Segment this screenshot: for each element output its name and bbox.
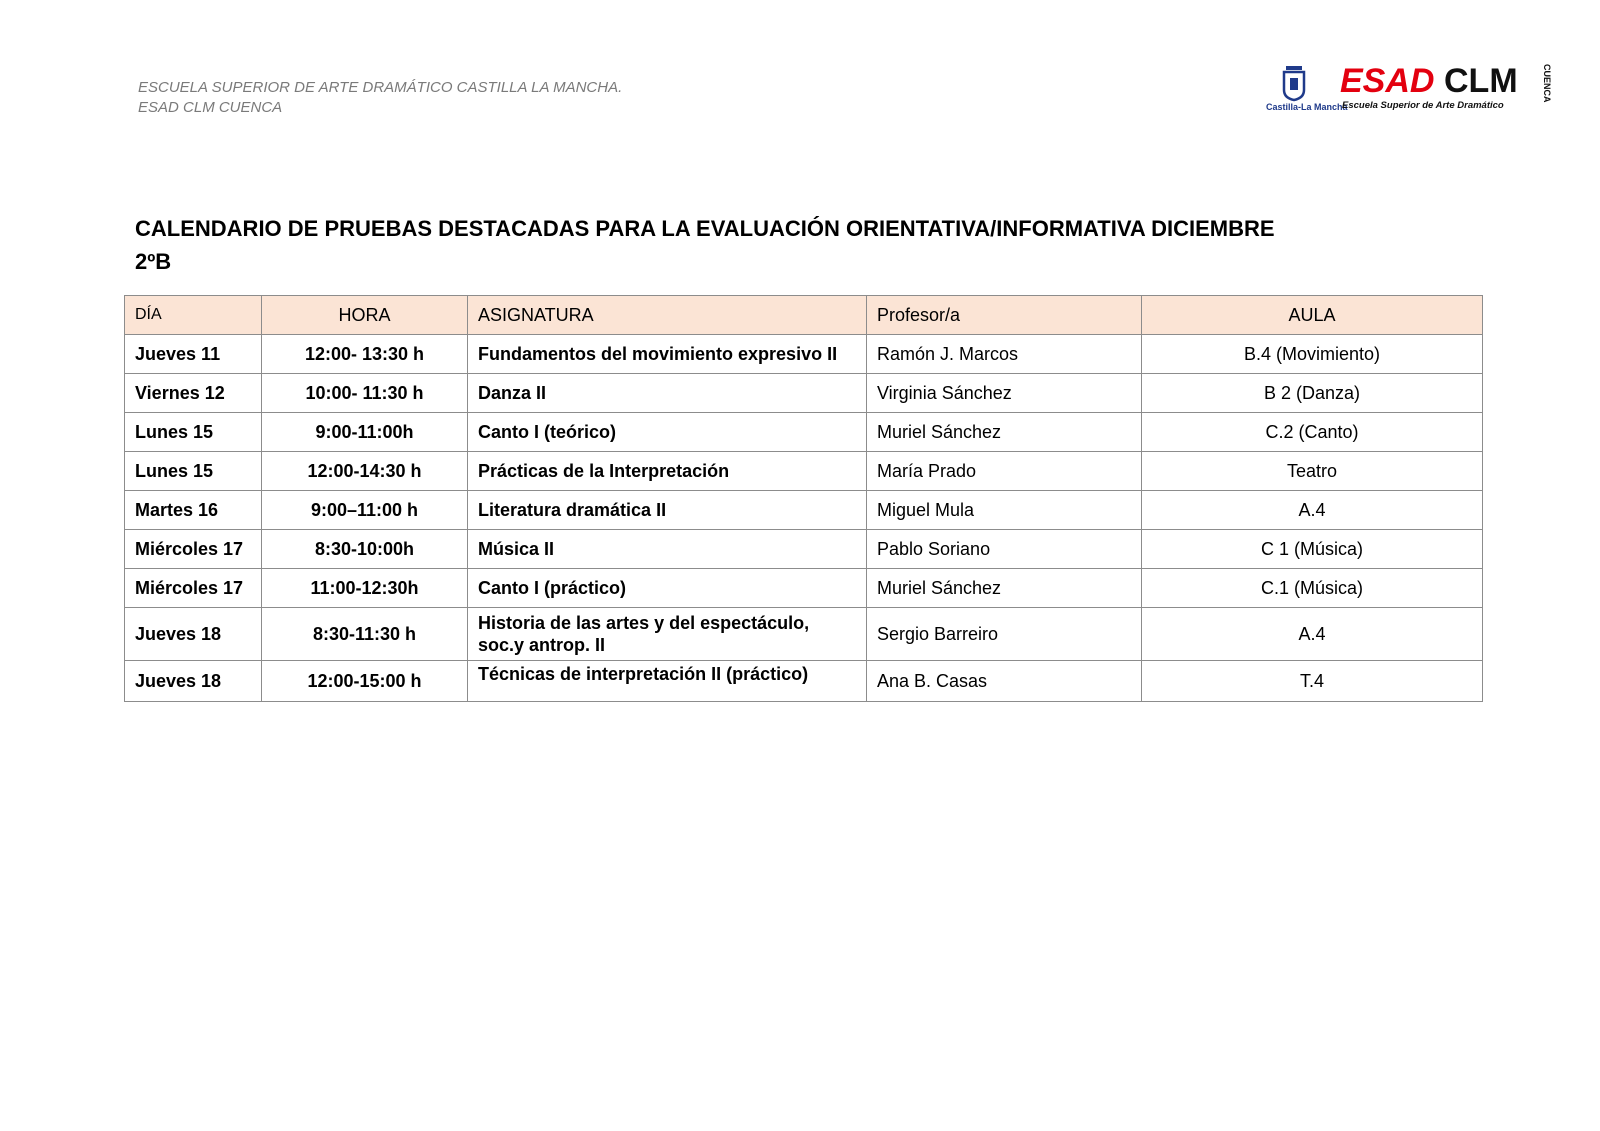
cell-dia: Miércoles 17 <box>125 569 262 608</box>
cell-asignatura: Fundamentos del movimiento expresivo II <box>468 335 867 374</box>
column-header-asignatura: ASIGNATURA <box>468 296 867 335</box>
table-row <box>125 530 1483 569</box>
cell-dia: Miércoles 17 <box>125 530 262 569</box>
cell-aula: T.4 <box>1142 661 1483 702</box>
logo-city: CUENCA <box>1542 64 1552 103</box>
cell-hora: 9:00–11:00 h <box>262 491 468 530</box>
cell-hora: 8:30-10:00h <box>262 530 468 569</box>
column-header-dia: DÍA <box>125 296 262 335</box>
cell-hora: 8:30-11:30 h <box>262 608 468 661</box>
document-title-line1: CALENDARIO DE PRUEBAS DESTACADAS PARA LA EVALUACIÓN ORIENTATIVA/INFORMATIVA DICIEMBRE <box>135 216 1275 241</box>
cell-asignatura: Historia de las artes y del espectáculo, soc.y antrop. II <box>468 608 867 661</box>
school-campus: ESAD CLM CUENCA <box>138 99 283 116</box>
cell-hora: 12:00-15:00 h <box>262 661 468 702</box>
table-row <box>125 335 1483 374</box>
cell-profesor: Muriel Sánchez <box>867 413 1142 452</box>
cell-dia: Lunes 15 <box>125 413 262 452</box>
cell-profesor: Miguel Mula <box>867 491 1142 530</box>
table-row <box>125 413 1483 452</box>
cell-aula: C 1 (Música) <box>1142 530 1483 569</box>
column-header-aula: AULA <box>1142 296 1483 335</box>
logo-subtitle: Escuela Superior de Arte Dramático <box>1342 100 1504 111</box>
cell-aula: B 2 (Danza) <box>1142 374 1483 413</box>
cell-dia: Martes 16 <box>125 491 262 530</box>
school-header <box>138 78 622 118</box>
cell-hora: 10:00- 11:30 h <box>262 374 468 413</box>
table-row <box>125 374 1483 413</box>
cell-profesor: María Prado <box>867 452 1142 491</box>
cell-dia: Jueves 18 <box>125 608 262 661</box>
cell-asignatura: Música II <box>468 530 867 569</box>
cell-aula: B.4 (Movimiento) <box>1142 335 1483 374</box>
cell-hora: 12:00-14:30 h <box>262 452 468 491</box>
school-name: ESCUELA SUPERIOR DE ARTE DRAMÁTICO CASTILLA LA MANCHA. <box>138 79 623 96</box>
cell-profesor: Muriel Sánchez <box>867 569 1142 608</box>
esad-clm-logo <box>1262 60 1552 116</box>
cell-dia: Viernes 12 <box>125 374 262 413</box>
logo-region-name: Castilla-La Mancha <box>1266 102 1348 112</box>
cell-asignatura: Técnicas de interpretación II (práctico) <box>468 661 867 702</box>
table-row <box>125 608 1483 661</box>
cell-asignatura: Danza II <box>468 374 867 413</box>
cell-profesor: Ana B. Casas <box>867 661 1142 702</box>
document-title-line2: 2ºB <box>135 249 172 274</box>
column-header-hora: HORA <box>262 296 468 335</box>
cell-asignatura: Literatura dramática II <box>468 491 867 530</box>
cell-dia: Jueves 11 <box>125 335 262 374</box>
coat-of-arms-icon <box>1284 66 1304 100</box>
cell-aula: C.2 (Canto) <box>1142 413 1483 452</box>
table-row <box>125 569 1483 608</box>
cell-asignatura: Canto I (teórico) <box>468 413 867 452</box>
exam-schedule-table <box>124 295 1483 702</box>
cell-hora: 11:00-12:30h <box>262 569 468 608</box>
cell-hora: 12:00- 13:30 h <box>262 335 468 374</box>
cell-aula: Teatro <box>1142 452 1483 491</box>
cell-dia: Jueves 18 <box>125 661 262 702</box>
table-row <box>125 491 1483 530</box>
cell-asignatura: Prácticas de la Interpretación <box>468 452 867 491</box>
cell-hora: 9:00-11:00h <box>262 413 468 452</box>
logo-brand-esad: ESAD <box>1340 62 1435 100</box>
cell-profesor: Sergio Barreiro <box>867 608 1142 661</box>
cell-profesor: Virginia Sánchez <box>867 374 1142 413</box>
table-row <box>125 452 1483 491</box>
cell-profesor: Pablo Soriano <box>867 530 1142 569</box>
logo-brand-clm: CLM <box>1444 62 1518 100</box>
cell-aula: C.1 (Música) <box>1142 569 1483 608</box>
cell-asignatura: Canto I (práctico) <box>468 569 867 608</box>
column-header-profesor: Profesor/a <box>867 296 1142 335</box>
document-title <box>135 212 1475 278</box>
cell-dia: Lunes 15 <box>125 452 262 491</box>
cell-aula: A.4 <box>1142 608 1483 661</box>
cell-aula: A.4 <box>1142 491 1483 530</box>
table-row <box>125 661 1483 702</box>
cell-profesor: Ramón J. Marcos <box>867 335 1142 374</box>
table-header-row <box>125 296 1483 335</box>
